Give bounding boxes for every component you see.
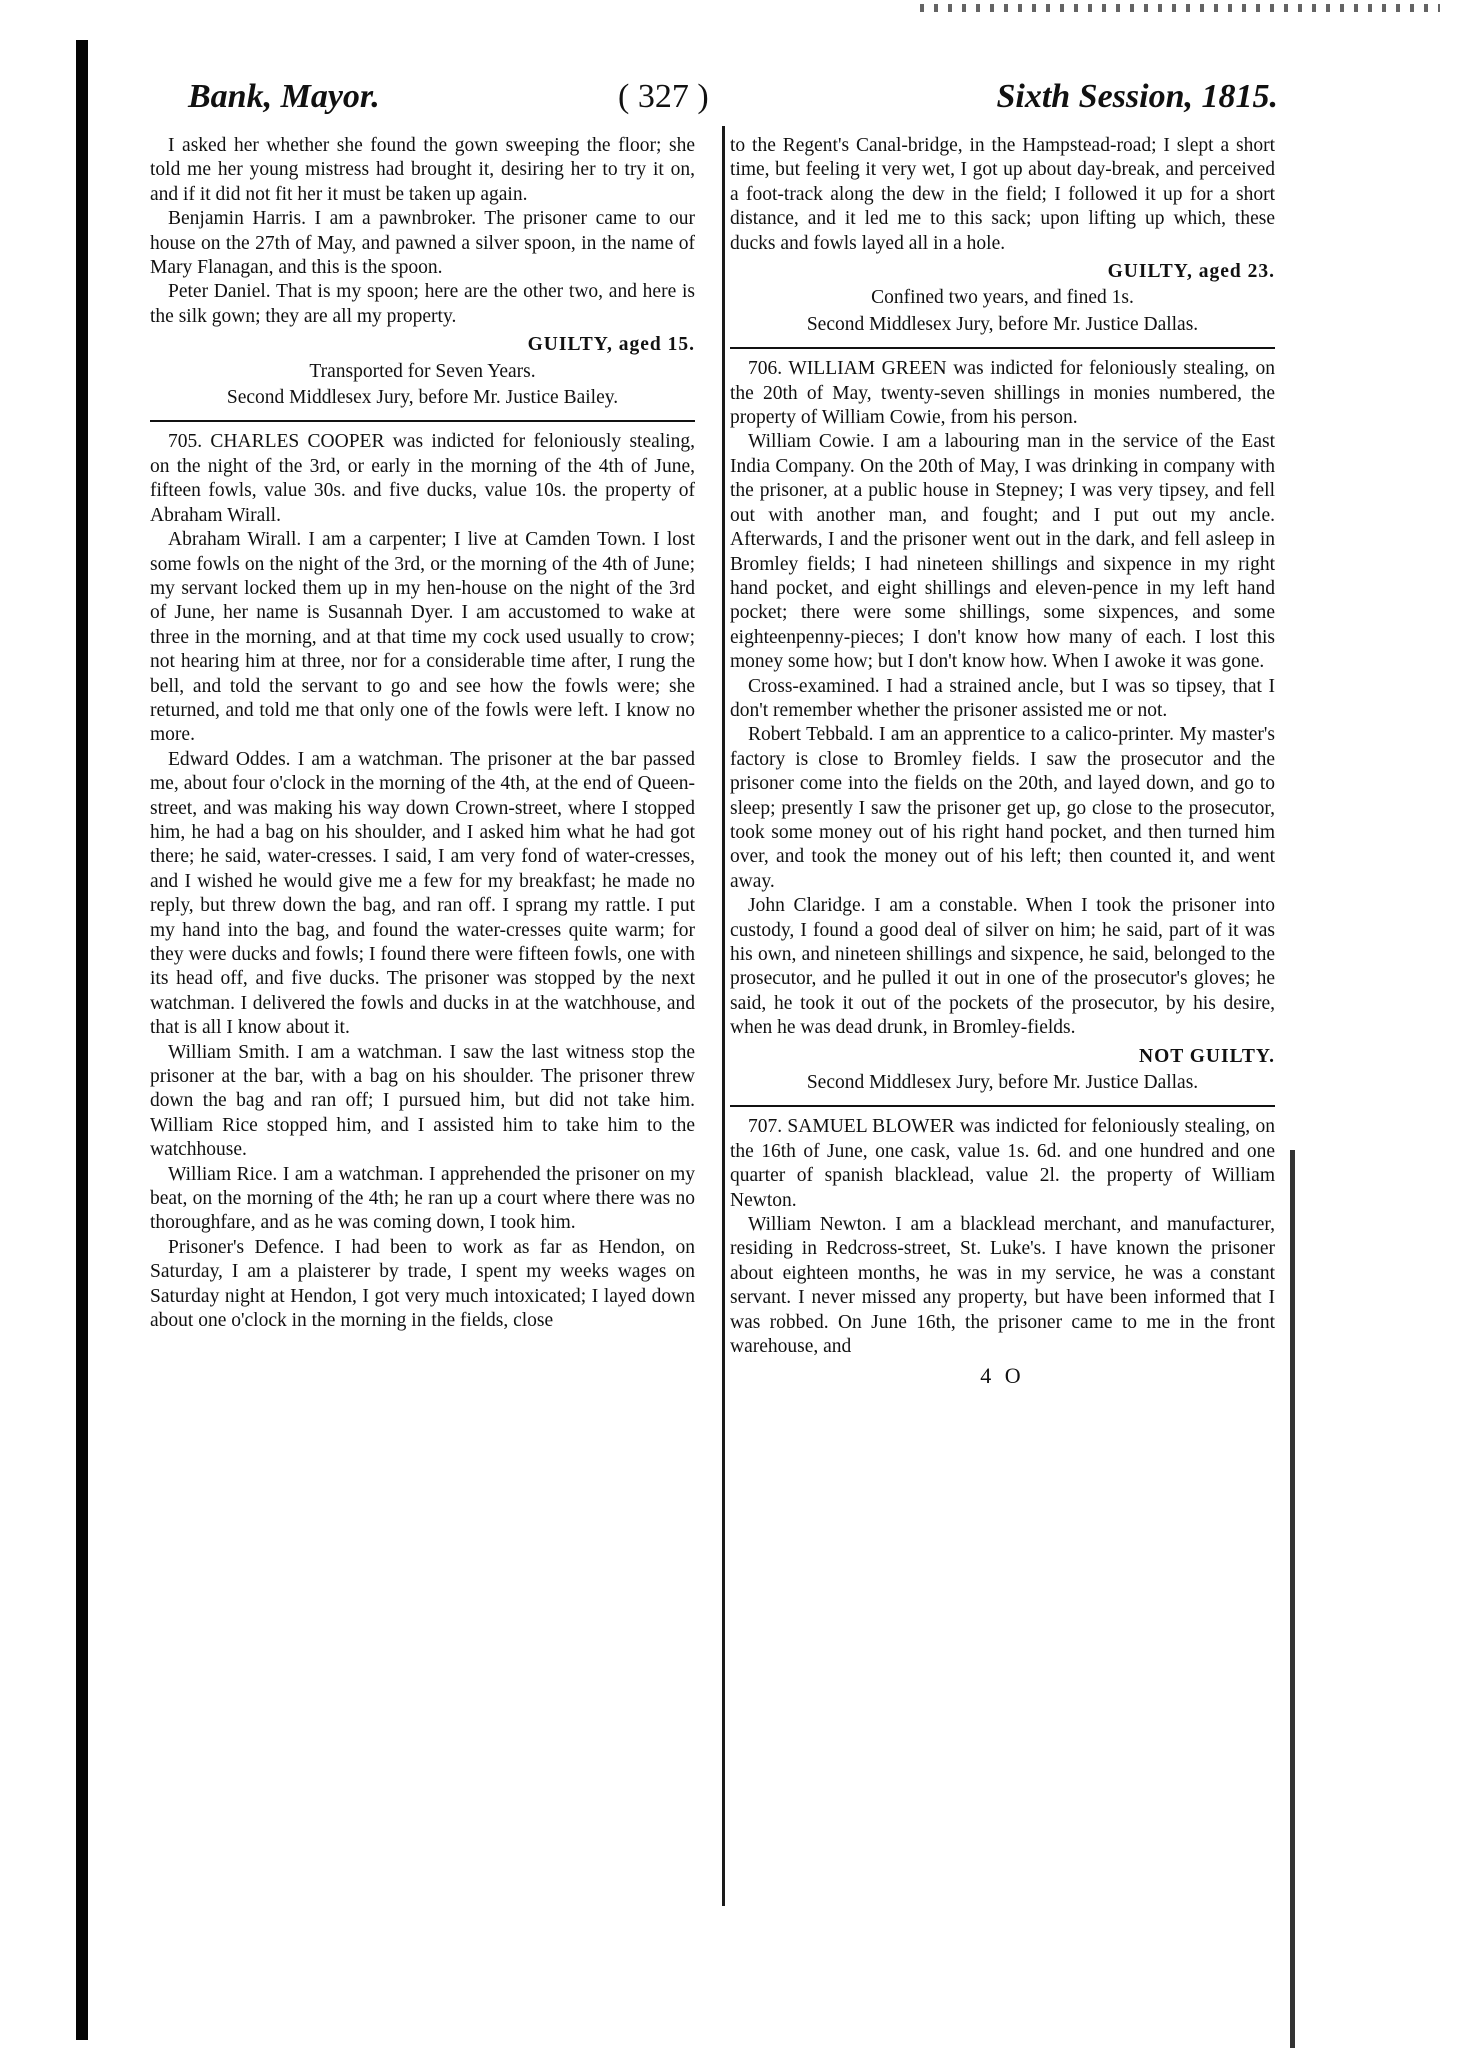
paragraph: Abraham Wirall. I am a carpenter; I live at Camden Town. I lost some fowls on the night of the 3rd, or the morning of the 4th of June; my servant locked them up in my hen-house on the night of the 3rd of June, her name is Susannah Dyer. I am accustomed to wake at three in the morning, and at that time my cock used usually to crow; not hearing him at three, nor for a considerable time after, I rung the bell, and told the servant to go and see how the fowls were; she returned, and told me that only one of the fowls were left. I know no more. [150, 529, 695, 746]
jury-line: Second Middlesex Jury, before Mr. Justice Dallas. [806, 1072, 1199, 1094]
case-separator-rule [730, 1105, 1275, 1107]
paragraph: Peter Daniel. That is my spoon; here are the other two, and here is the silk gown; they are all my property. [150, 281, 695, 327]
paragraph: to the Regent's Canal-bridge, in the Hampstead-road; I slept a short time, but feeling it very wet, I got up about day-break, and perceived a foot-track along the dew in the field; I followed it up for a short distance, and it led me to this sack; upon lifting up which, these ducks and fowls layed all in a hole. [730, 135, 1275, 254]
verdict-line: GUILTY, aged 23. [1107, 261, 1275, 283]
page-number: ( 327 ) [618, 78, 709, 115]
sentence-line: Confined two years, and fined 1s. [871, 287, 1134, 309]
verdict-line: NOT GUILTY. [1138, 1045, 1275, 1067]
paragraph: William Rice. I am a watchman. I apprehended the prisoner on my beat, on the morning of the 4th; he ran up a court where there was no thoroughfare, and as he was coming down, I took him. [150, 1163, 695, 1234]
scan-right-edge [1290, 1150, 1295, 2048]
running-head-left: Bank, Mayor. [188, 78, 380, 115]
case-separator-rule [150, 420, 695, 422]
paragraph: William Smith. I am a watchman. I saw the last witness stop the prisoner at the bar, with a bag on his shoulder. The prisoner threw down the bag and ran off; I pursued him, but did not take him. William Rice stopped him, and I assisted him to take him to the watchhouse. [150, 1041, 695, 1161]
column-divider [722, 126, 725, 1906]
paragraph: 706. WILLIAM GREEN was indicted for feloniously stealing, on the 20th of May, twenty-seven shillings in monies numbered, the property of William Cowie, from his person. [730, 358, 1275, 429]
paragraph: William Cowie. I am a labouring man in the service of the East India Company. On the 20th of May, I was drinking in company with the prisoner, at a public house in Stepney; I was very tipsey, and fell out with another man, and fought; and I put out my ancle. Afterwards, I and the prisoner went out in the dark, and fell asleep in Bromley fields; I had nineteen shillings and sixpence in my right hand pocket, and eight shillings and eleven-pence in my left hand pocket; there were some shillings, some sixpences, and some eighteenpenny-pieces; I don't know how many of each. I lost this money some how; but I don't know how. When I awoke it was gone. [730, 431, 1275, 673]
paragraph: Robert Tebbald. I am an apprentice to a calico-printer. My master's factory is close to Bromley fields. I saw the prosecutor and the prisoner come into the fields on the 20th, and layed down, and go to sleep; presently I saw the prisoner get up, go close to the prosecutor, took some money out of his right hand pocket, and then turned him over, and took the money out of his left; then counted it, and went away. [730, 724, 1275, 892]
paragraph: Edward Oddes. I am a watchman. The prisoner at the bar passed me, about four o'clock in the morning of the 4th, at the end of Queen-street, and was making his way down Crown-street, where I stopped him, he had a bag on his shoulder, and I asked him what he had got there; he said, water-cresses. I said, I am very fond of water-cresses, and I wished he would give me a few for my breakfast; he made no reply, but threw down the bag, and ran off. I sprang my rattle. I put my hand into the bag, and found the water-cresses quite warm; for they were ducks and fowls; I found there were fifteen fowls, one with its head off, and five ducks. The prisoner was stopped by the next watchman. I delivered the fowls and ducks in at the watchhouse, and that is all I know about it. [150, 748, 695, 1039]
paragraph: John Claridge. I am a constable. When I took the prisoner into custody, I found a good deal of silver on him; he said, part of it was his own, and nineteen shillings and sixpence, he said, belonged to the prosecutor, and he pulled it out in one of the prosecutor's gloves; he said, he took it out of the pockets of the prosecutor, by his desire, when he was dead drunk, in Bromley-fields. [730, 895, 1275, 1039]
paragraph: I asked her whether she found the gown sweeping the floor; she told me her young mistress had brought it, desiring her to try it on, and if it did not fit her it must be taken up again. [150, 135, 695, 205]
sentence-line: Transported for Seven Years. [309, 360, 536, 382]
jury-line: Second Middlesex Jury, before Mr. Justice Dallas. [806, 313, 1199, 335]
scan-binding-edge [76, 40, 88, 2040]
left-column [150, 134, 695, 1334]
jury-line: Second Middlesex Jury, before Mr. Justice Bailey. [226, 387, 619, 409]
paragraph: Benjamin Harris. I am a pawnbroker. The prisoner came to our house on the 27th of May, and pawned a silver spoon, in the name of Mary Flanagan, and this is the spoon. [150, 208, 695, 279]
right-column [730, 134, 1275, 1388]
page-header [188, 78, 1278, 130]
scan-perforation-marks [920, 4, 1440, 12]
case-separator-rule [730, 347, 1275, 349]
paragraph: Prisoner's Defence. I had been to work as far as Hendon, on Saturday, I am a plaisterer by trade, I spent my weeks wages on Saturday night at Hendon, I got very much intoxicated; I layed down about one o'clock in the morning in the fields, close [150, 1236, 695, 1332]
running-head-right: Sixth Session, 1815. [996, 78, 1278, 115]
paragraph: William Newton. I am a blacklead merchant, and manufacturer, residing in Redcross-street, St. Luke's. I have known the prisoner about eighteen months, he was in my service, he was a constant servant. I never missed any property, but have been informed that I was robbed. On June 16th, the prisoner came to me in the front warehouse, and [730, 1214, 1275, 1358]
paragraph: 707. SAMUEL BLOWER was indicted for feloniously stealing, on the 16th of June, one cask, value 1s. 6d. and one hundred and one quarter of spanish blacklead, value 2l. the property of William Newton. [730, 1116, 1275, 1211]
paragraph: 705. CHARLES COOPER was indicted for feloniously stealing, on the night of the 3rd, or early in the morning of the 4th of June, fifteen fowls, value 30s. and five ducks, value 10s. the property of Abraham Wirall. [150, 431, 695, 526]
verdict-line: GUILTY, aged 15. [527, 334, 695, 356]
signature-mark: 4 O [980, 1362, 1025, 1388]
paragraph: Cross-examined. I had a strained ancle, but I was so tipsey, that I don't remember whether the prisoner assisted me or not. [730, 675, 1275, 721]
